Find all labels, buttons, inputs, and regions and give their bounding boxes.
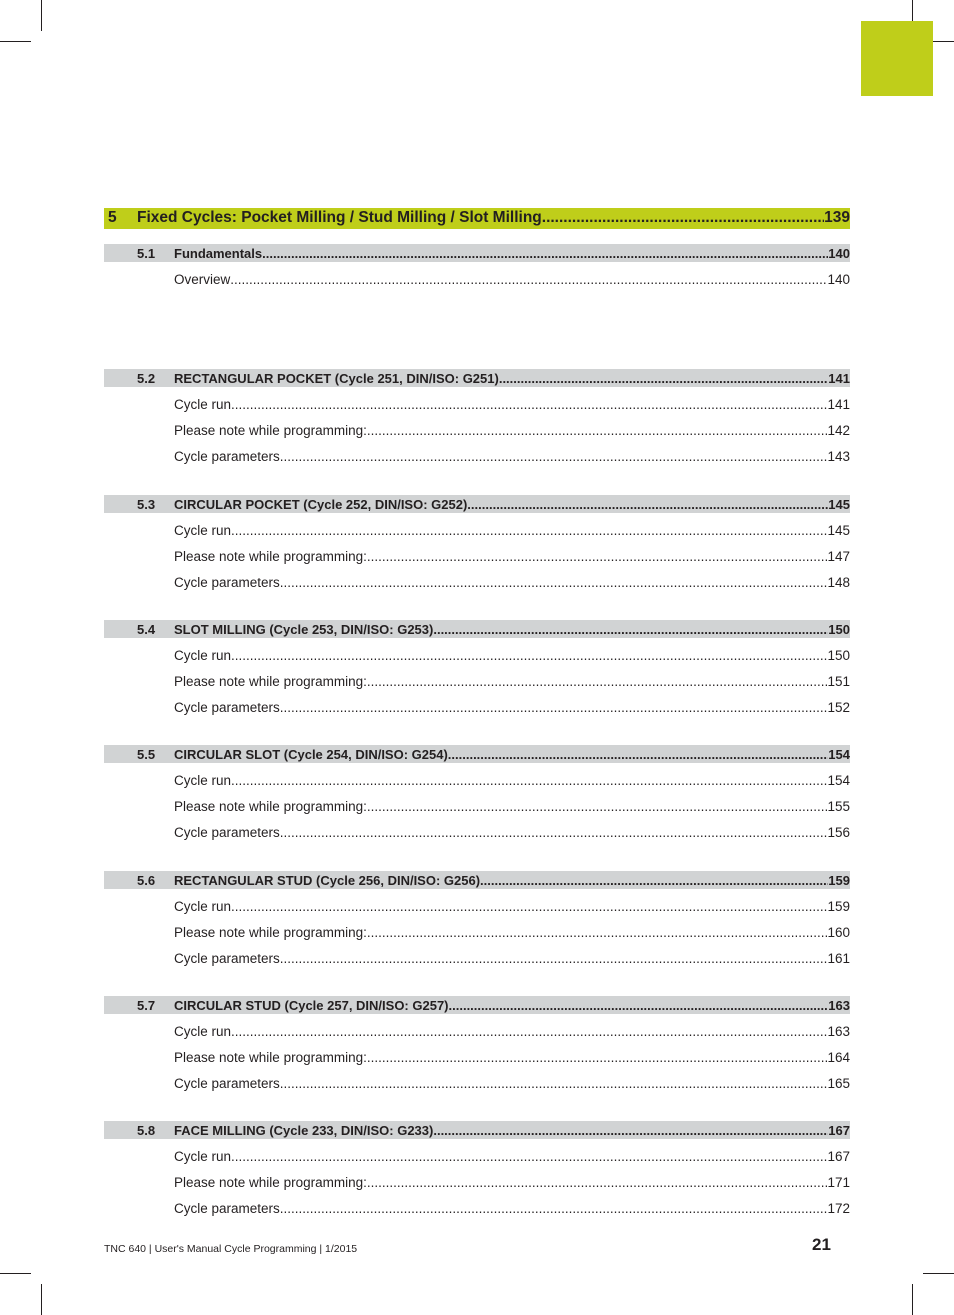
dot-leader [367,799,828,814]
dot-leader [231,773,827,788]
dot-leader [280,449,828,464]
entry-title: Please note while programming: [174,1175,367,1191]
chapter-heading[interactable] [104,208,850,229]
section-heading[interactable] [104,620,850,638]
dot-leader [367,549,828,564]
section-number: 5.4 [137,621,156,637]
section-number: 5.3 [137,496,156,512]
toc-entry[interactable] [174,951,850,966]
entry-page: 172 [827,1201,850,1217]
toc-entry[interactable] [174,899,850,914]
dot-leader [367,423,828,438]
dot-leader [262,246,828,261]
entry-page: 161 [827,950,850,966]
dot-leader [449,998,829,1013]
crop-mark [41,1284,42,1315]
toc-entry[interactable] [174,549,850,564]
entry-title: Cycle run [174,1149,232,1165]
entry-page: 151 [827,673,850,689]
entry-page: 145 [827,522,850,538]
dot-leader [231,648,827,663]
entry-page: 140 [827,272,850,287]
section-heading[interactable] [104,745,850,763]
section-page: 167 [828,1123,850,1139]
section-heading[interactable] [104,996,850,1014]
section-number: 5.6 [137,872,156,888]
chapter-accent-tab [861,21,933,96]
crop-mark [923,1273,954,1274]
section-title: RECTANGULAR STUD (Cycle 256, DIN/ISO: G256) [174,872,481,888]
entry-title: Cycle parameters [174,950,280,966]
toc-entry[interactable] [174,773,850,788]
entry-page: 156 [827,825,850,841]
entry-title: Cycle run [174,898,232,914]
chapter-number: 5 [108,209,117,226]
section-page: 154 [828,747,850,763]
dot-leader [367,925,828,940]
dot-leader [230,272,827,287]
entry-title: Cycle parameters [174,1201,280,1217]
dot-leader [433,622,828,637]
entry-page: 163 [827,1023,850,1039]
section-title: CIRCULAR STUD (Cycle 257, DIN/ISO: G257) [174,997,449,1013]
toc-entry[interactable] [174,1149,850,1164]
dot-leader [499,371,828,386]
toc-entry[interactable] [174,449,850,464]
dot-leader [280,1201,828,1216]
dot-leader [280,700,828,715]
entry-page: 147 [827,548,850,564]
footer-text: TNC 640 | User's Manual Cycle Programming | 1/2015 [104,1243,358,1255]
entry-title: Cycle parameters [174,825,280,841]
toc-entry[interactable] [174,700,850,715]
entry-title: Please note while programming: [174,1049,367,1065]
section-number: 5.2 [137,371,156,387]
toc-entry[interactable] [174,925,850,940]
toc-entry[interactable] [174,423,850,438]
entry-page: 159 [827,898,850,914]
crop-mark [912,1284,913,1315]
dot-leader [448,747,829,762]
dot-leader [231,899,827,914]
dot-leader [231,1024,827,1039]
dot-leader [280,575,828,590]
entry-page: 141 [827,397,850,413]
toc-entry[interactable] [174,799,850,814]
entry-title: Cycle run [174,773,232,789]
section-page: 145 [828,496,850,512]
entry-title: Please note while programming: [174,548,367,564]
entry-page: 148 [827,574,850,590]
dot-leader [367,674,828,689]
section-page: 140 [828,246,850,261]
toc-entry[interactable] [174,674,850,689]
dot-leader [542,209,824,227]
entry-page: 160 [827,924,850,940]
entry-title: Overview [174,272,231,287]
entry-title: Please note while programming: [174,924,367,940]
toc-entry[interactable] [174,1201,850,1216]
section-title: CIRCULAR POCKET (Cycle 252, DIN/ISO: G252) [174,496,468,512]
entry-title: Cycle parameters [174,1075,280,1091]
section-number: 5.7 [137,997,156,1013]
section-heading[interactable] [104,369,850,387]
entry-page: 167 [827,1149,850,1165]
chapter-title: Fixed Cycles: Pocket Milling / Stud Milling / Slot Milling [137,209,542,226]
crop-mark [0,1273,31,1274]
dot-leader [231,1149,827,1164]
entry-title: Please note while programming: [174,673,367,689]
section-title: FACE MILLING (Cycle 233, DIN/ISO: G233) [174,1123,434,1139]
toc-entry[interactable] [174,523,850,538]
entry-page: 143 [827,449,850,465]
toc-entry[interactable] [174,1076,850,1091]
entry-title: Cycle run [174,522,232,538]
section-title: SLOT MILLING (Cycle 253, DIN/ISO: G253) [174,621,434,637]
section-page: 159 [828,872,850,888]
section-page: 141 [828,371,850,387]
entry-title: Cycle parameters [174,699,280,715]
entry-page: 171 [827,1175,850,1191]
section-heading[interactable] [104,244,850,262]
entry-title: Cycle run [174,1023,232,1039]
entry-title: Please note while programming: [174,799,367,815]
dot-leader [433,1123,828,1138]
dot-leader [480,873,828,888]
section-title: Fundamentals [174,246,263,261]
crop-mark [41,0,42,31]
chapter-page: 139 [824,209,850,226]
entry-page: 142 [827,423,850,439]
dot-leader [280,1076,828,1091]
toc-entry[interactable] [174,272,850,287]
toc-entry[interactable] [174,397,850,412]
toc-entry[interactable] [174,648,850,663]
section-heading[interactable] [104,871,850,889]
entry-page: 165 [827,1075,850,1091]
toc-entry[interactable] [174,825,850,840]
entry-page: 164 [827,1049,850,1065]
dot-leader [231,397,827,412]
section-number: 5.5 [137,747,156,763]
section-number: 5.1 [137,246,156,261]
entry-title: Cycle run [174,397,232,413]
entry-title: Cycle run [174,647,232,663]
entry-page: 152 [827,699,850,715]
entry-title: Cycle parameters [174,574,280,590]
dot-leader [231,523,827,538]
entry-page: 155 [827,799,850,815]
dot-leader [280,951,828,966]
section-number: 5.8 [137,1123,156,1139]
section-page: 163 [828,997,850,1013]
section-page: 150 [828,621,850,637]
section-title: CIRCULAR SLOT (Cycle 254, DIN/ISO: G254) [174,747,448,763]
page-number: 21 [812,1235,831,1254]
section-title: RECTANGULAR POCKET (Cycle 251, DIN/ISO: G251) [174,371,499,387]
dot-leader [280,825,828,840]
toc-entry[interactable] [174,1024,850,1039]
dot-leader [367,1175,828,1190]
toc-entry[interactable] [174,1050,850,1065]
toc-entry[interactable] [174,575,850,590]
dot-leader [367,1050,828,1065]
entry-title: Please note while programming: [174,423,367,439]
crop-mark [0,41,31,42]
toc-entry[interactable] [174,1175,850,1190]
entry-title: Cycle parameters [174,449,280,465]
section-heading[interactable] [104,1121,850,1139]
dot-leader [467,497,828,512]
entry-page: 150 [827,647,850,663]
entry-page: 154 [827,773,850,789]
section-heading[interactable] [104,495,850,513]
